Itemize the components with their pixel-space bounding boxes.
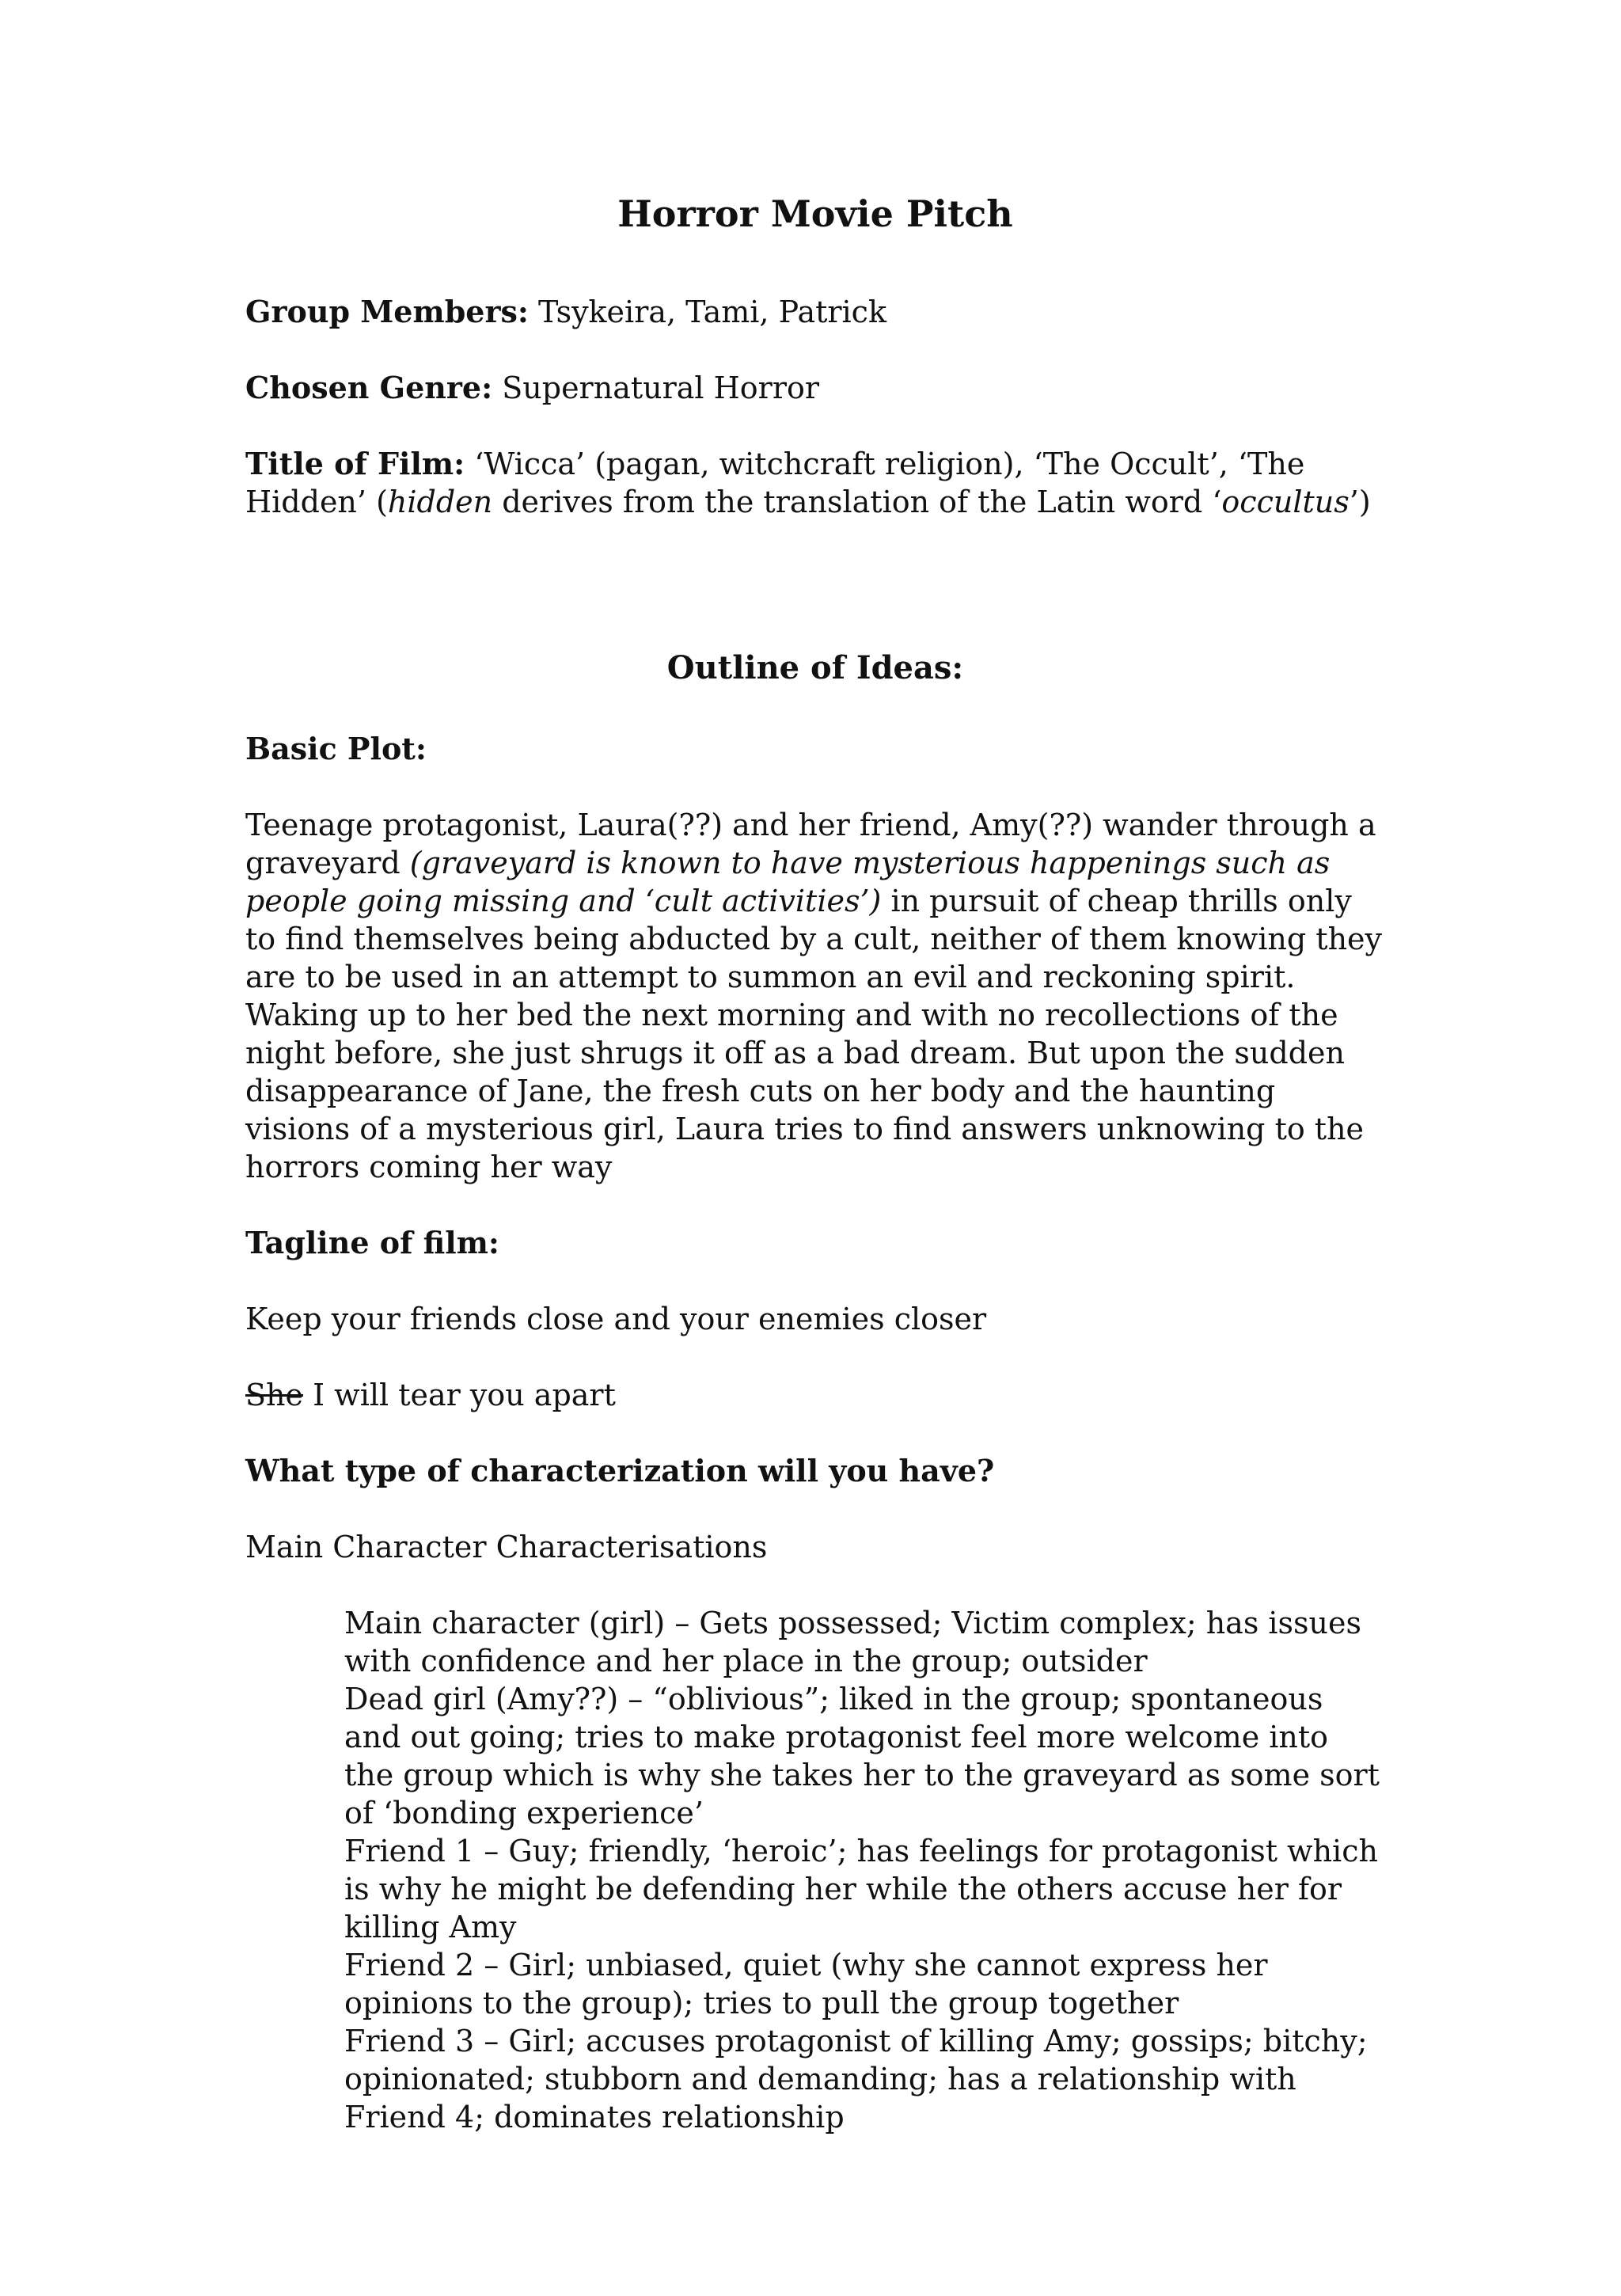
tagline-2-struck-word: She — [245, 1378, 303, 1412]
outline-heading: Outline of Ideas: — [666, 649, 964, 686]
character-item-main: Main character (girl) – Gets possessed; Victim complex; has issues with confidence and her place in the group; outsider — [344, 1606, 1362, 1678]
film-title-label: Title of Film: — [245, 446, 465, 481]
character-list — [344, 1604, 1385, 2136]
tagline-2 — [245, 1376, 1385, 1414]
basic-plot-heading: Basic Plot: — [245, 731, 427, 766]
film-title-text-3: ’) — [1349, 485, 1371, 519]
chosen-genre-value: Supernatural Horror — [502, 371, 820, 405]
tagline-1: Keep your friends close and your enemies closer — [245, 1302, 987, 1336]
group-members-field — [245, 293, 1385, 331]
characterization-subheading: Main Character Characterisations — [245, 1530, 768, 1564]
film-title-italic-hidden: hidden — [387, 485, 493, 519]
plot-text-2: in pursuit of cheap thrills only to find themselves being abducted by a cult, neither of them knowing they are to be used in an attempt to summon an evil and reckoning spirit. Waking up to her bed the next morning and with no recollections of the night before, she just shrugs it off as a bad dream. But upon the sudden disappearance of Jane, the fresh cuts on her body and the haunting visions of a mysterious girl, Laura tries to find answers unknowing to the horrors coming her way — [245, 884, 1383, 1184]
plot-italic-aside: (graveyard is known to have mysterious happenings such as people going missing and ‘cult activities’) — [245, 846, 1331, 918]
document-title: Horror Movie Pitch — [617, 192, 1013, 235]
tagline-heading: Tagline of film: — [245, 1225, 499, 1260]
basic-plot-paragraph — [245, 806, 1385, 1186]
character-item-dead-girl: Dead girl (Amy??) – “oblivious”; liked in the group; spontaneous and out going; tries to make protagonist feel more welcome into the group which is why she takes her to the graveyard as some sort of ‘bonding experience’ — [344, 1682, 1380, 1830]
plot-text-1: Teenage protagonist, Laura(??) and her friend, Amy(??) wander through a graveyard — [245, 808, 1376, 880]
character-item-friend-1: Friend 1 – Guy; friendly, ‘heroic’; has feelings for protagonist which is why he might be defending her while the others accuse her for killing Amy — [344, 1834, 1378, 1944]
tagline-2-text: I will tear you apart — [303, 1378, 616, 1412]
characterization-heading: What type of characterization will you have? — [245, 1453, 995, 1488]
film-title-text-1: ‘Wicca’ (pagan, witchcraft religion), ‘The Occult’, ‘The Hidden’ ( — [245, 447, 1305, 519]
character-item-friend-2: Friend 2 – Girl; unbiased, quiet (why she cannot express her opinions to the group); tries to pull the group together — [344, 1948, 1268, 2020]
character-item-friend-3: Friend 3 – Girl; accuses protagonist of killing Amy; gossips; bitchy; opinionated; stubborn and demanding; has a relationship with Friend 4; dominates relationship — [344, 2024, 1368, 2134]
document-body — [245, 190, 1385, 2136]
chosen-genre-field — [245, 369, 1385, 407]
chosen-genre-label: Chosen Genre: — [245, 370, 493, 405]
group-members-value: Tsykeira, Tami, Patrick — [537, 295, 886, 329]
film-title-field — [245, 445, 1385, 521]
film-title-italic-occultus: occultus — [1221, 485, 1350, 519]
group-members-label: Group Members: — [245, 294, 529, 329]
film-title-text-2: derives from the translation of the Latin word ‘ — [492, 485, 1222, 519]
